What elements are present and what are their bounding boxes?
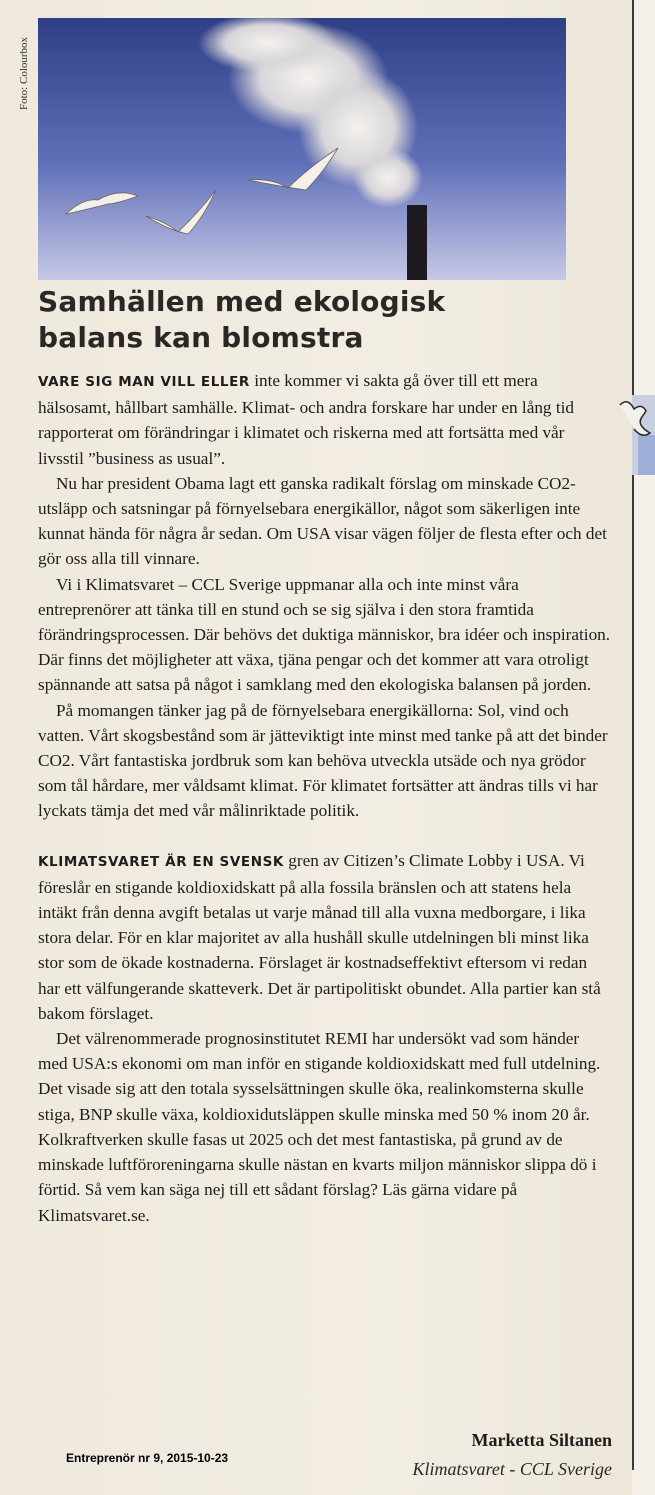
headline-line-1: Samhällen med ekologisk (38, 285, 446, 318)
paragraph-4: På momangen tänker jag på de förnyelsebara energikällorna: Sol, vind och vatten. Vårt skogsbestånd som är jätteviktigt inte minst med tanke på att det binder CO2. Vårt fantastiska jordbruk som kan behöva utveckla utsäde och nya grödor som tål hårdare, mer våldsamt klimat. För klimatet fortsätter att ändras tills vi har lyckats tämja det med vår målinriktade politik. (38, 700, 608, 821)
column-rule (632, 0, 634, 1470)
article-body (38, 368, 613, 1228)
article-photo (38, 18, 566, 280)
paragraph-1 (38, 368, 613, 471)
section-gap (38, 824, 613, 848)
paragraph-2: Nu har president Obama lagt ett ganska radikalt förslag om minskade CO2- utsläpp och satsningar på förnyelsebara energikällor, något som säkerligen inte kunnat hända för några år sedan. Om USA visar vägen följer de flesta efter och det gör oss alla till vinnare. (38, 473, 607, 569)
paragraph-1-text: inte kommer vi sakta gå över till ett mera hälsosamt, hållbart samhälle. Klimat- och andra forskare har under en lång tid rapporterat om förändringar i klimatet och riskerna med att fortsätta med vår livsstil ”business as usual”. (38, 371, 574, 468)
source-note: Entreprenör nr 9, 2015-10-23 (66, 1451, 229, 1465)
paragraph-5-lead: KLIMATSVARET ÄR EN SVENSK (38, 853, 284, 870)
paragraph-5 (38, 848, 613, 1026)
margin-bird-fragment-icon (612, 395, 655, 475)
page-margin (632, 0, 655, 1495)
paragraph-1-lead: VARE SIG MAN VILL ELLER (38, 374, 250, 390)
author-organization: Klimatsvaret - CCL Sverige (412, 1459, 612, 1479)
headline-line-2: balans kan blomstra (38, 321, 364, 354)
photo-credit: Foto: Colourbox (18, 36, 30, 110)
paragraph-3: Vi i Klimatsvaret – CCL Sverige uppmanar alla och inte minst våra entreprenörer att tänka till en stund och se sig själva i den stora framtida förändringsprocessen. Där behövs det duktiga människor, bra idéer och inspiration. Där finns det möjligheter att växa, tjäna pengar och det kommer att vara otroligt spännande att satsa på något i samklang med den ekologiska balansen på jorden. (38, 574, 611, 695)
article-headline (38, 284, 598, 356)
author-name: Marketta Siltanen (471, 1430, 612, 1450)
paragraph-6: Det välrenommerade prognosinstitutet REMI har undersökt vad som händer med USA:s ekonomi om man inför en stigande koldioxidskatt med full utdelning. Det visade sig att den totala sysselsättningen skulle öka, realinkomsterna skulle stiga, BNP skulle växa, koldioxidutsläppen skulle minska med 50 % inom 20 år. Kolkraftverken skulle fasas ut 2025 och det mest fantastiska, på grund av de minskade luftföroreningarna skulle nästan en kvarts miljon människor slippa dö i förtid. Så vem kan säga nej till ett sådant förslag? Läs gärna vidare på Klimatsvaret.se. (38, 1029, 601, 1225)
paragraph-5-text: gren av Citizen’s Climate Lobby i USA. Vi föreslår en stigande koldioxidskatt på alla fossila bränslen och att statens hela intäkt från denna avgift betalas ut varje månad till alla vuxna medborgare, i lika stora delar. För en klar majoritet av alla hushåll skulle utdelningen bli minst lika stor som de ökade kostnaderna. Förslaget är kostnadseffektivt eftersom vi redan har ett välfungerande skatteverk. Det är partipolitiskt obundet. Alla partier kan stå bakom förslaget. (38, 850, 601, 1023)
